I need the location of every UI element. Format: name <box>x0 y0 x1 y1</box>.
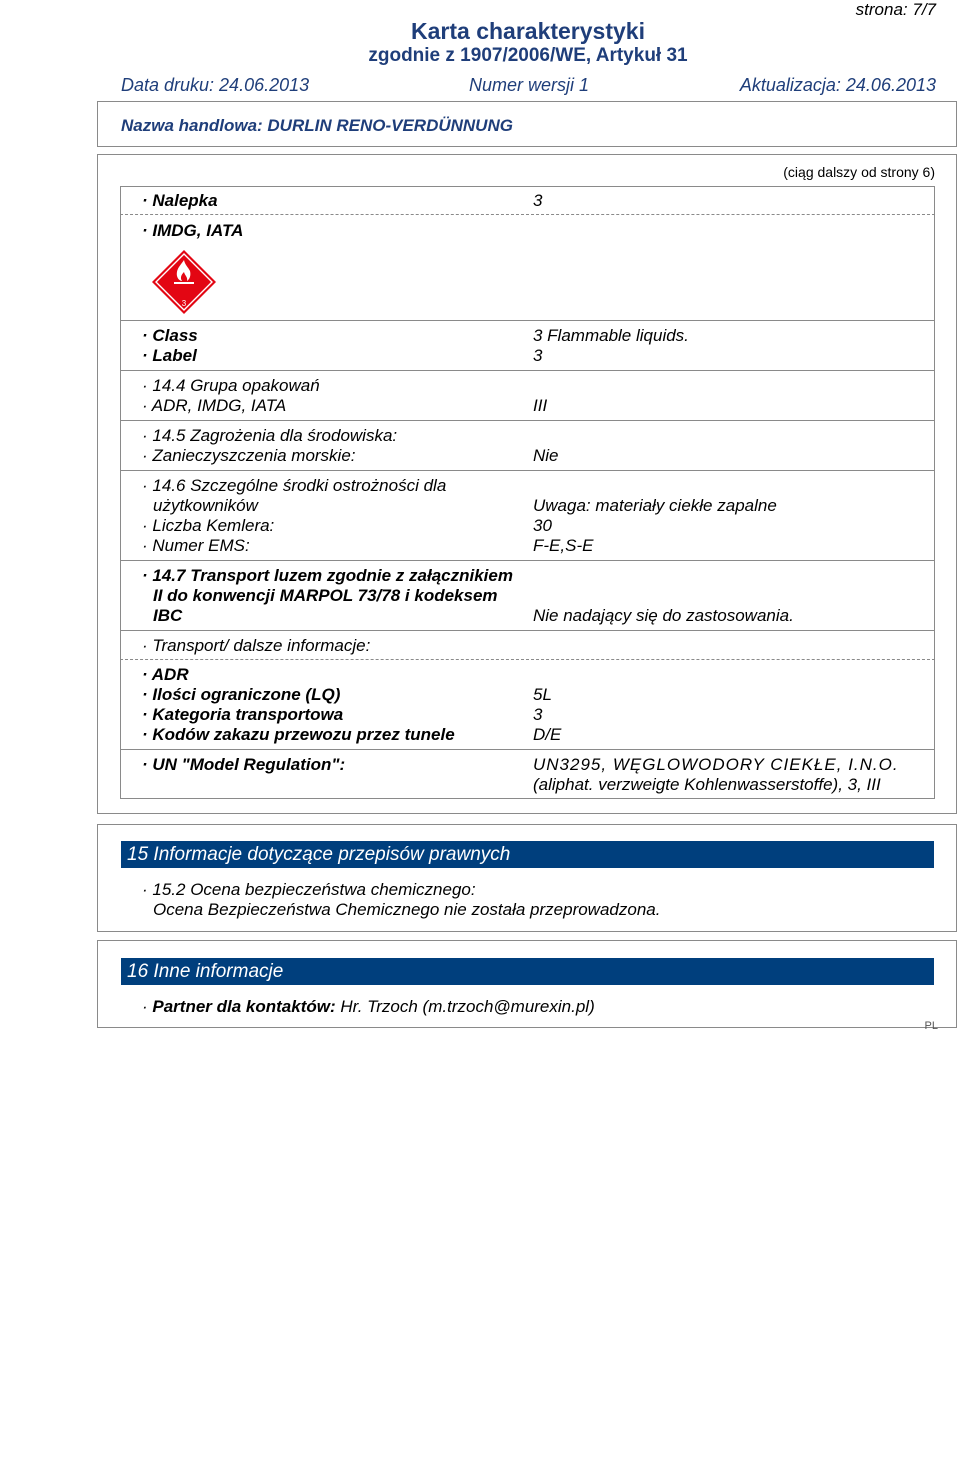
divider <box>120 630 935 631</box>
ems-label: · Numer EMS: <box>142 536 250 555</box>
section-14-6-value: Uwaga: materiały ciekłe zapalne <box>533 496 777 515</box>
imdg-iata-label: · IMDG, IATA <box>142 221 244 240</box>
lq-value: 5L <box>533 685 552 704</box>
divider <box>120 749 935 750</box>
print-date: Data druku: 24.06.2013 <box>121 75 310 95</box>
trade-name: Nazwa handlowa: DURLIN RENO-VERDÜNNUNG <box>121 116 513 135</box>
section-15-title: 15 Informacje dotyczące przepisów prawnych <box>121 841 934 868</box>
continued-note: (ciąg dalszy od strony 6) <box>783 164 935 180</box>
contact-value: Hr. Trzoch (m.trzoch@murexin.pl) <box>340 997 595 1016</box>
label-label: · Label <box>142 346 197 365</box>
label-value: 3 <box>533 346 543 365</box>
contact-line: · Partner dla kontaktów: Hr. Trzoch (m.trzoch@murexin.pl) <box>142 997 595 1016</box>
further-info-label: · Transport/ dalsze informacje: <box>142 636 371 655</box>
section-14-7-value: Nie nadający się do zastosowania. <box>533 606 794 625</box>
svg-text:3: 3 <box>181 299 187 308</box>
doc-subtitle: zgodnie z 1907/2006/WE, Artykuł 31 <box>368 45 688 66</box>
section-14-5-sub: · Zanieczyszczenia morskie: <box>142 446 356 465</box>
class-value: 3 Flammable liquids. <box>533 326 689 345</box>
contact-label: Partner dla kontaktów: <box>152 997 336 1016</box>
update-date: Aktualizacja: 24.06.2013 <box>739 75 936 95</box>
section-14-7-title-cont2: IBC <box>153 606 183 625</box>
divider <box>120 370 935 371</box>
nalepka-label: · Nalepka <box>142 191 218 210</box>
ems-value: F-E,S-E <box>533 536 594 555</box>
doc-title: Karta charakterystyki <box>411 18 645 44</box>
category-value: 3 <box>533 705 543 724</box>
divider <box>120 470 935 471</box>
tunnel-value: D/E <box>533 725 562 744</box>
section-14-7-title: · 14.7 Transport luzem zgodnie z załącznikiem <box>142 566 513 585</box>
section-16-title: 16 Inne informacje <box>121 958 934 985</box>
section-15-2-title: · 15.2 Ocena bezpieczeństwa chemicznego: <box>142 880 476 899</box>
section-14-6-title-cont: użytkowników <box>153 496 258 515</box>
divider <box>120 420 935 421</box>
section-14-4-title: · 14.4 Grupa opakowań <box>142 376 320 395</box>
version-number: Numer wersji 1 <box>469 75 590 95</box>
tunnel-label: · Kodów zakazu przewozu przez tunele <box>142 725 455 744</box>
un-model-label: · UN "Model Regulation": <box>142 755 346 774</box>
page-number: strona: 7/7 <box>855 0 936 19</box>
category-label: · Kategoria transportowa <box>142 705 344 724</box>
un-model-value: UN3295, WĘGLOWODORY CIEKŁE, I.N.O. <box>533 755 899 774</box>
section-14-6-title: · 14.6 Szczególne środki ostrożności dla <box>142 476 447 495</box>
nalepka-value: 3 <box>533 191 543 210</box>
adr-label: · ADR <box>142 665 189 684</box>
section-14-4-sub: · ADR, IMDG, IATA <box>142 396 287 415</box>
divider <box>120 560 935 561</box>
language-code: PL <box>924 1020 938 1032</box>
class-label: · Class <box>142 326 198 345</box>
kemler-value: 30 <box>533 516 552 535</box>
dashed-divider <box>120 214 935 215</box>
kemler-label: · Liczba Kemlera: <box>142 516 275 535</box>
lq-label: · Ilości ograniczone (LQ) <box>142 685 341 704</box>
section-15-2-text: Ocena Bezpieczeństwa Chemicznego nie została przeprowadzona. <box>153 900 661 919</box>
section-14-5-title: · 14.5 Zagrożenia dla środowiska: <box>142 426 398 445</box>
dashed-divider <box>120 659 935 660</box>
section-14-7-title-cont: II do konwencji MARPOL 73/78 i kodeksem <box>153 586 498 605</box>
divider <box>120 320 935 321</box>
section-14-4-value: III <box>533 396 548 415</box>
flammable-liquid-icon <box>150 248 218 316</box>
un-model-value-cont: (aliphat. verzweigte Kohlenwasserstoffe), 3, III <box>533 775 881 794</box>
section-14-5-value: Nie <box>533 446 559 465</box>
